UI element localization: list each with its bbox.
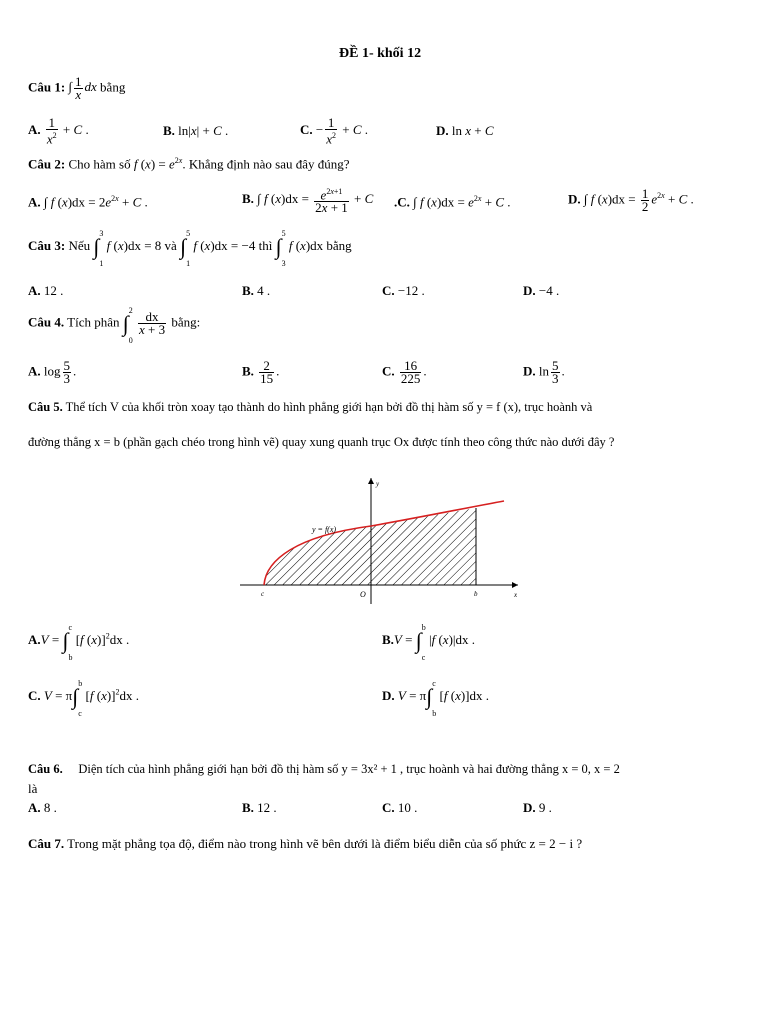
option-value: 10 . [397,800,418,815]
q4-option-a[interactable]: A. log $\frac{5}{3}$ . [28,358,77,386]
q3-option-c[interactable] [382,283,425,299]
q5-option-c[interactable]: C. V = π∫ b c [f (x)]$^2$dx . [28,679,140,718]
question-label: Câu 2: [28,156,66,172]
option-label: A. [28,631,41,647]
option-label: B. [163,123,175,138]
question-5-line2: đường thẳng x = b (phần gạch chéo trong hình vẽ) quay xung quanh trục Ox được tính theo công thức nào dưới đây ? [28,435,615,449]
option-value: 12 . [257,800,277,815]
q2-option-a[interactable]: A. ∫ f $(x)dx = 2e^{2x} + C$ . [28,194,148,210]
c-label: c [261,590,265,598]
question-label: Câu 4. [28,314,65,330]
option-label: D. [523,363,536,379]
option-label: D. [436,123,449,138]
option-label: A. [28,194,41,210]
question-text: Diện tích của hình phẳng giới hạn bởi đồ thị hàm số y = 3x² + 1 , trục hoành và hai đường thẳng x = 0, x = 2 [78,762,620,776]
q2-option-b[interactable]: B. ∫ f (x)dx = $\frac{e^{2x+1}}{2x + 1}$ + C [242,187,374,216]
shaded-region-figure [236,470,526,610]
option-label: A. [28,283,41,298]
integral-expression: ∫ $\frac{1}{x}$ dx [68,74,97,102]
question-text: . Khẳng định nào sau đây đúng? [182,156,350,172]
option-label: B. [242,283,254,298]
q4-option-d[interactable]: D. ln $\frac{5}{3}$ . [523,358,565,386]
question-label: Câu 1: [28,79,66,95]
q3-option-a[interactable] [28,283,63,299]
option-label: C. [382,283,395,298]
question-text: bằng [326,237,352,253]
option-label: A. [28,800,41,815]
q2-option-d[interactable]: D. ∫ f (x)dx = $\frac{1}{2}$ $e^{2x} + C$ . [568,186,694,214]
option-value: −12 . [397,283,425,298]
question-text: và [164,237,177,253]
question-label: Câu 6. [28,762,63,776]
page-title: ĐỀ 1- khối 12 [339,46,422,61]
option-value: −4 . [538,283,560,298]
q4-option-b[interactable]: B. $\frac{2}{15}$ . [242,358,280,386]
q6-option-b[interactable] [242,800,277,816]
option-label: D. [523,283,536,298]
question-3: Câu 3: Nếu ∫ 3 1 f (x)dx = 8 và ∫ 5 1 f (x)dx = −4 thì ∫ 5 3 f (x)dx bằng [28,229,352,268]
question-4: Câu 4. Tích phân ∫ 2 0 $\frac{dx}{x + 3}$ bằng: [28,305,201,345]
q1-option-b[interactable]: B. ln|x| + C . [163,123,229,138]
option-label: D. [568,191,581,207]
option-label: A. [28,122,41,138]
question-text: Tích phân [67,314,120,330]
x-axis-label: x [514,591,518,599]
q4-option-c[interactable]: C. $\frac{16}{225}$ . [382,358,427,386]
option-label: C. [382,363,395,379]
option-label: B. [382,631,394,647]
option-label: .C. [394,194,410,210]
curve-label: y = f(x) [312,525,337,534]
q6-option-a[interactable] [28,800,57,816]
origin-label: O [360,590,366,599]
option-label: B. [242,800,254,815]
q5-option-b[interactable]: B.V = ∫ b c |f (x)|dx . [382,623,476,662]
question-1 [28,76,125,101]
option-label: A. [28,363,41,379]
q1-option-c[interactable]: C. − $\frac{1}{x^2}$ + C . [300,115,369,147]
option-label: C. [382,800,395,815]
x-axis-arrow [512,582,518,588]
question-tail: bằng [100,79,126,95]
option-label: D. [523,800,536,815]
question-text: Cho hàm số [68,156,131,172]
option-value: 8 . [43,800,57,815]
y-axis-arrow [368,478,374,484]
option-value: 12 . [43,283,64,298]
question-6-line2: là [28,781,38,796]
option-label: B. [242,363,254,379]
option-value: 4 . [257,283,271,298]
q6-option-c[interactable] [382,800,417,816]
question-text: Nếu [68,237,91,253]
q5-option-d[interactable]: D. V = π∫ c b [f (x)]dx . [382,679,490,718]
q1-option-a[interactable]: A. $\frac{1}{x^2}$ + C . [28,115,89,147]
option-label: B. [242,191,254,207]
q3-option-b[interactable] [242,283,270,299]
question-5 [28,400,592,415]
option-value: 9 . [538,800,552,815]
question-text: Thể tích V của khối tròn xoay tạo thành do hình phẳng giới hạn bởi đồ thị hàm số y = f (x), trục hoành và [65,400,593,414]
question-text: bằng: [171,314,201,330]
q6-option-d[interactable] [523,800,552,816]
q3-option-d[interactable] [523,283,559,299]
question-text: Trong mặt phẳng tọa độ, điểm nào trong hình vẽ bên dưới là điểm biểu diễn của số phức z = 2 − i ? [67,836,583,851]
question-6 [28,762,620,777]
q1-option-d[interactable]: D. ln x + C [436,123,494,138]
question-label: Câu 3: [28,237,66,253]
option-label: C. [28,687,41,703]
question-label: Câu 5. [28,400,63,414]
y-axis-label: y [376,480,380,488]
q5-option-a[interactable]: A.V = ∫ c b [f (x)]$^2$dx . [28,623,130,662]
question-7 [28,836,582,852]
option-label: D. [382,687,395,703]
question-label: Câu 7. [28,836,65,851]
question-text: thì [258,237,273,253]
q2-option-c[interactable]: .C. ∫ f $(x)dx = e^{2x} + C$ . [394,194,511,210]
question-2: Câu 2: Cho hàm số f $(x) = e^{2x}$. Khẳng định nào sau đây đúng? [28,156,350,172]
b-label: b [474,590,478,598]
option-label: C. [300,122,313,138]
